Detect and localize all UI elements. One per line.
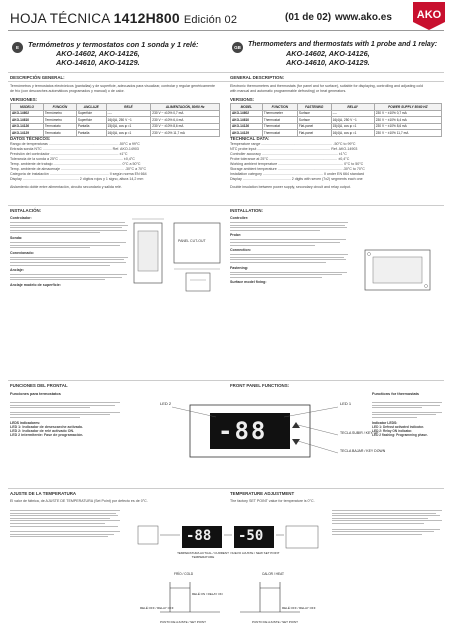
- table-cell: Pantalla: [76, 130, 106, 137]
- es-setpoint-text: [10, 508, 122, 539]
- panel-cutout-label: PANEL CUT-OUT: [178, 239, 206, 243]
- table-header-cell: POWER SUPPLY 50/60 HZ: [374, 104, 441, 111]
- list-item: Probe tolerance at 25°C .................................................................... ±0,4°C: [230, 157, 350, 161]
- es-front-text: [10, 400, 122, 437]
- table-cell: ----: [331, 110, 374, 117]
- table-cell: Termómetro: [43, 117, 76, 124]
- table-cell: 230 V ~ ±10% 11,7 mA: [151, 130, 220, 137]
- install-subheading: Anclaje:: [10, 268, 24, 273]
- table-cell: Surface: [297, 110, 331, 117]
- list-item: Precisión del controlador .................................................................... ±1°C: [10, 152, 128, 156]
- es-general-line2: de frío (con descarches automáticos programados y manual) o de calor.: [10, 89, 125, 93]
- table-cell: 230 V ~ ±10% 11,7 mA: [374, 130, 441, 137]
- gb-install-text: [230, 216, 350, 284]
- table-cell: 230 V ~ ±10% 8,6 mA: [151, 123, 220, 130]
- es-versions-table: [10, 103, 220, 137]
- led1-label: LED 1: [340, 401, 352, 406]
- table-header-cell: MODELO: [11, 104, 44, 111]
- header-rule: [8, 30, 444, 31]
- gb-versions-heading: VERSIONS:: [230, 97, 255, 102]
- table-cell: AKO-14610: [231, 117, 263, 124]
- es-general-heading: DESCRIPCIÓN GENERAL:: [10, 75, 65, 80]
- install-subheading: Connection:: [230, 248, 251, 253]
- list-item: Rango de temperaturas ..................................................................... -50°C a 99°C: [10, 142, 140, 146]
- section-rule: [8, 380, 444, 381]
- table-cell: 15(4)A, cos φ =1: [106, 123, 151, 130]
- relay-on-label: RELÉ ON / RELAY ON: [192, 592, 223, 596]
- table-cell: Termostato: [43, 130, 76, 137]
- table-cell: AKO-14602: [11, 110, 44, 117]
- list-item: Temperature range ....................................................................... -50°C to 99°C: [230, 142, 356, 146]
- doc-title: [10, 10, 237, 26]
- doc-label: HOJA TÉCNICA: [10, 11, 110, 26]
- es-leds-heading: LEDS indicadores:: [10, 420, 41, 425]
- table-header-cell: RELAY: [331, 104, 374, 111]
- gb-general-heading: GENERAL DESCRIPTION:: [230, 75, 285, 80]
- table-cell: 230 V ~ ±10% 6,4 mA: [374, 117, 441, 124]
- section-rule: [8, 81, 444, 82]
- table-header-cell: FUNCTION: [262, 104, 297, 111]
- install-subheading: Controlador:: [10, 216, 32, 220]
- table-cell: Superficie: [76, 110, 106, 117]
- table-cell: AKO-14126: [231, 123, 263, 130]
- table-cell: Superficie: [76, 117, 106, 124]
- table-header-cell: RELÉ: [106, 104, 151, 111]
- list-item: LED 2 flashing: Programming phase.: [372, 432, 428, 437]
- table-cell: AKO-14602: [231, 110, 263, 117]
- table-cell: 16(4)A, 250 V ~1: [106, 117, 151, 124]
- list-item: NTC probe input ......................................................................... Ref. AKO-14903: [230, 147, 358, 151]
- gb-setpoint-text: [332, 508, 444, 536]
- list-item: Temp. ambiente de trabajo .................................................................... 0°C a 50°C: [10, 162, 141, 166]
- es-install-text: [10, 216, 130, 287]
- gb-versions-table: [230, 103, 442, 137]
- gb-setpoint-intro: The factory SET POINT value for temperature is 0°C.: [230, 499, 315, 503]
- install-subheading: Probe:: [230, 233, 242, 238]
- gb-tech-note: Double insulation between power supply, secondary circuit and relay output.: [230, 185, 351, 189]
- list-item: LED 1: Indicador de desescarche activado.: [10, 424, 84, 429]
- table-cell: Thermometer: [262, 110, 297, 117]
- current-display: -88: [186, 528, 212, 544]
- list-item: Controller accuracy ............................................................................ ±1°C: [230, 152, 347, 156]
- page-count: (01 de 02): [285, 12, 332, 23]
- key-down-label: TECLA BAJAR / KEY DOWN: [340, 449, 386, 453]
- table-header-cell: FUNCIÓN: [43, 104, 76, 111]
- table-cell: Surface: [297, 117, 331, 124]
- title-es-line2: AKO-14602, AKO-14126,: [56, 49, 140, 58]
- table-cell: Thermostat: [262, 130, 297, 137]
- table-cell: 230 V ~ ±10% 6,4 mA: [151, 117, 220, 124]
- relay-off-label-heat: RELÉ OFF / RELAY OFF: [282, 606, 316, 610]
- gb-general-line1: Electronic thermometers and thermostats (for panel and for surface), suitable for displaying, controlling and adjusting cold: [230, 84, 423, 88]
- cold-label: FRÍO / COLD: [174, 572, 194, 576]
- gb-tech-list: [230, 142, 442, 189]
- list-item: Categoría de instalación ........................................................... II según norma EN 664: [10, 172, 147, 176]
- table-header-cell: MODEL: [231, 104, 263, 111]
- table-cell: 230 V ~ ±10% 8,6 mA: [374, 123, 441, 130]
- es-tech-note: Aislamiento doble entre alimentación, circuito secundario y salida relé.: [10, 185, 122, 189]
- gb-install-heading: INSTALLATION:: [230, 208, 264, 213]
- table-header-cell: ANCLAJE: [76, 104, 106, 111]
- table-cell: Termostato: [43, 123, 76, 130]
- title-gb-line1: Thermometers and thermostats with 1 probe and 1 relay:: [248, 41, 438, 48]
- list-item: Entrada sonda NTC ..................................................................... Ref. AKO-14903: [10, 147, 139, 151]
- list-item: Installation category ............................................................ II under EN 664 standard: [230, 172, 365, 176]
- edition: Edición 02: [183, 14, 238, 26]
- es-tech-heading: DATOS TÉCNICOS:: [10, 136, 51, 141]
- section-rule: [8, 205, 444, 206]
- section-rule: [8, 488, 444, 489]
- list-item: Tolerancia de la sonda a 25°C ................................................................ ±0,4°C: [10, 157, 135, 161]
- table-cell: Thermostat: [262, 117, 297, 124]
- table-cell: AKO-14126: [11, 123, 44, 130]
- es-general-line1: Termómetros y termostatos electrónicos (pantallas) y de superficie, adecuados para visualizar, controlar y regular genéricamente: [10, 84, 215, 88]
- table-cell: AKO-14129: [231, 130, 263, 137]
- heat-label: CALOR / HEAT: [262, 572, 284, 576]
- table-cell: Flat-panel: [297, 123, 331, 130]
- list-item: LED 1: Defrost activated indicator.: [372, 424, 424, 429]
- install-subheading: Anclaje modelo de superficie:: [10, 282, 61, 287]
- table-cell: Pantalla: [76, 123, 106, 130]
- table-cell: Thermostat: [262, 123, 297, 130]
- table-cell: 16(4)A, cos φ =1: [331, 130, 374, 137]
- panel-diagram: [130, 215, 226, 295]
- gb-front-text: [372, 400, 444, 437]
- lang-badge-gb: GB: [232, 42, 243, 53]
- table-cell: 16(4)A, 250 V ~1: [331, 117, 374, 124]
- list-item: Temp. ambiente de almacenaje ............................................................... -30°C a 70°C: [10, 167, 147, 171]
- setpoint-point-label-cold: PUNTO DE AJUSTE / SET POINT: [160, 620, 206, 624]
- list-item: Storage ambient temperature ................................................................ -30°C to 70°C: [230, 167, 365, 171]
- title-gb-line2: AKO-14602, AKO-14126,: [286, 49, 370, 58]
- setpoint-diagram: [130, 508, 326, 568]
- install-subheading: Conexionado:: [10, 250, 34, 255]
- title-es-line1: Termómetros y termostatos con 1 sonda y 1 relé:: [28, 40, 199, 49]
- install-subheading: Sonda:: [10, 235, 23, 240]
- key-up-label: TECLA SUBIR / KEY UP: [340, 431, 379, 435]
- table-header-cell: ALIMENTACIÓN, 50/60 Hz: [151, 104, 220, 111]
- gb-setpoint-heading: TEMPERATURE ADJUSTMENT: [230, 491, 295, 496]
- list-item: Display ................................................ 2 digits with seven (7x2) segments each one: [230, 177, 363, 181]
- surface-diagram: [355, 245, 440, 295]
- es-setpoint-heading: AJUSTE DE LA TEMPERATURA: [10, 491, 77, 496]
- title-gb: [248, 40, 437, 67]
- display-digits: -88: [218, 417, 268, 445]
- section-rule: [8, 72, 444, 73]
- list-item: LED 2 intermitente: Fase de programación.: [10, 432, 84, 437]
- led2-label: LED 2: [160, 401, 172, 406]
- es-front-heading: FUNCIONES DEL FRONTAL: [10, 383, 68, 388]
- install-subheading: Controller:: [230, 216, 249, 220]
- title-es-line3: AKO-14610, AKO-14129.: [56, 58, 140, 67]
- es-tech-list: [10, 142, 220, 189]
- list-item: LED 2: Indicador de relé activado ON.: [10, 428, 75, 433]
- table-cell: Termómetro: [43, 110, 76, 117]
- list-item: Working ambient temperature ................................................................. 0°C to 50°C: [230, 162, 364, 166]
- table-header-cell: FASTENING: [297, 104, 331, 111]
- current-temp-label: TEMPERATURA ACTUAL / CURRENT TEMPERATURE: [177, 551, 229, 559]
- install-subheading: Surface model fixing:: [230, 280, 267, 285]
- table-cell: 230 V ~ ±10% 0,7 mA: [374, 110, 441, 117]
- table-cell: 15(4)A, cos φ =1: [331, 123, 374, 130]
- gb-leds-heading: Indicator LEDS:: [372, 420, 398, 425]
- model-number: 1412H800: [113, 10, 180, 26]
- es-install-heading: INSTALACIÓN:: [10, 208, 42, 213]
- table-cell: ----: [106, 110, 151, 117]
- page-header: [0, 0, 452, 32]
- es-versions-heading: VERSIONES:: [10, 97, 38, 102]
- relay-off-label: RELÉ OFF / RELAY OFF: [140, 606, 174, 610]
- ako-logo: [413, 2, 445, 30]
- list-item: LED 2: Relay ON indicator.: [372, 428, 413, 433]
- title-es: [28, 40, 198, 67]
- setpoint-display: -50: [238, 528, 264, 544]
- table-cell: 16(4)A, cos φ =1: [106, 130, 151, 137]
- lang-badge-es: E: [12, 42, 23, 53]
- es-front-sub: Funciones para termostatos: [10, 392, 61, 396]
- gb-front-sub: Functions for thermostats: [372, 392, 420, 396]
- table-cell: AKO-14610: [11, 117, 44, 124]
- table-cell: AKO-14129: [11, 130, 44, 137]
- hysteresis-diagrams: [130, 570, 330, 636]
- svg-text:AKO: AKO: [416, 9, 442, 21]
- list-item: Display ........................................................ 2 dígitos rojos y 1 signo, altura 14,2 mm: [10, 177, 144, 181]
- es-setpoint-intro: El valor de fábrica, de AJUSTE DE TEMPERATURA (Set Point) por defecto es de 0°C.: [10, 499, 148, 503]
- title-gb-line3: AKO-14610, AKO-14129.: [286, 58, 370, 67]
- setpoint-point-label-heat: PUNTO DE AJUSTE / SET POINT: [252, 620, 298, 624]
- table-cell: 230 V ~ ±10% 0,7 mA: [151, 110, 220, 117]
- gb-front-heading: FRONT PANEL FUNCTIONS:: [230, 383, 290, 388]
- table-cell: Flat-panel: [297, 130, 331, 137]
- website: www.ako.es: [335, 12, 392, 23]
- gb-tech-heading: TECHNICAL DATA:: [230, 136, 270, 141]
- install-subheading: Fastening:: [230, 265, 249, 270]
- gb-general-line2: with manual and automatic programmable defrosting) or heat generators.: [230, 89, 347, 93]
- new-setpoint-label: NUEVO AJUSTE / NEW SET POINT: [230, 551, 280, 555]
